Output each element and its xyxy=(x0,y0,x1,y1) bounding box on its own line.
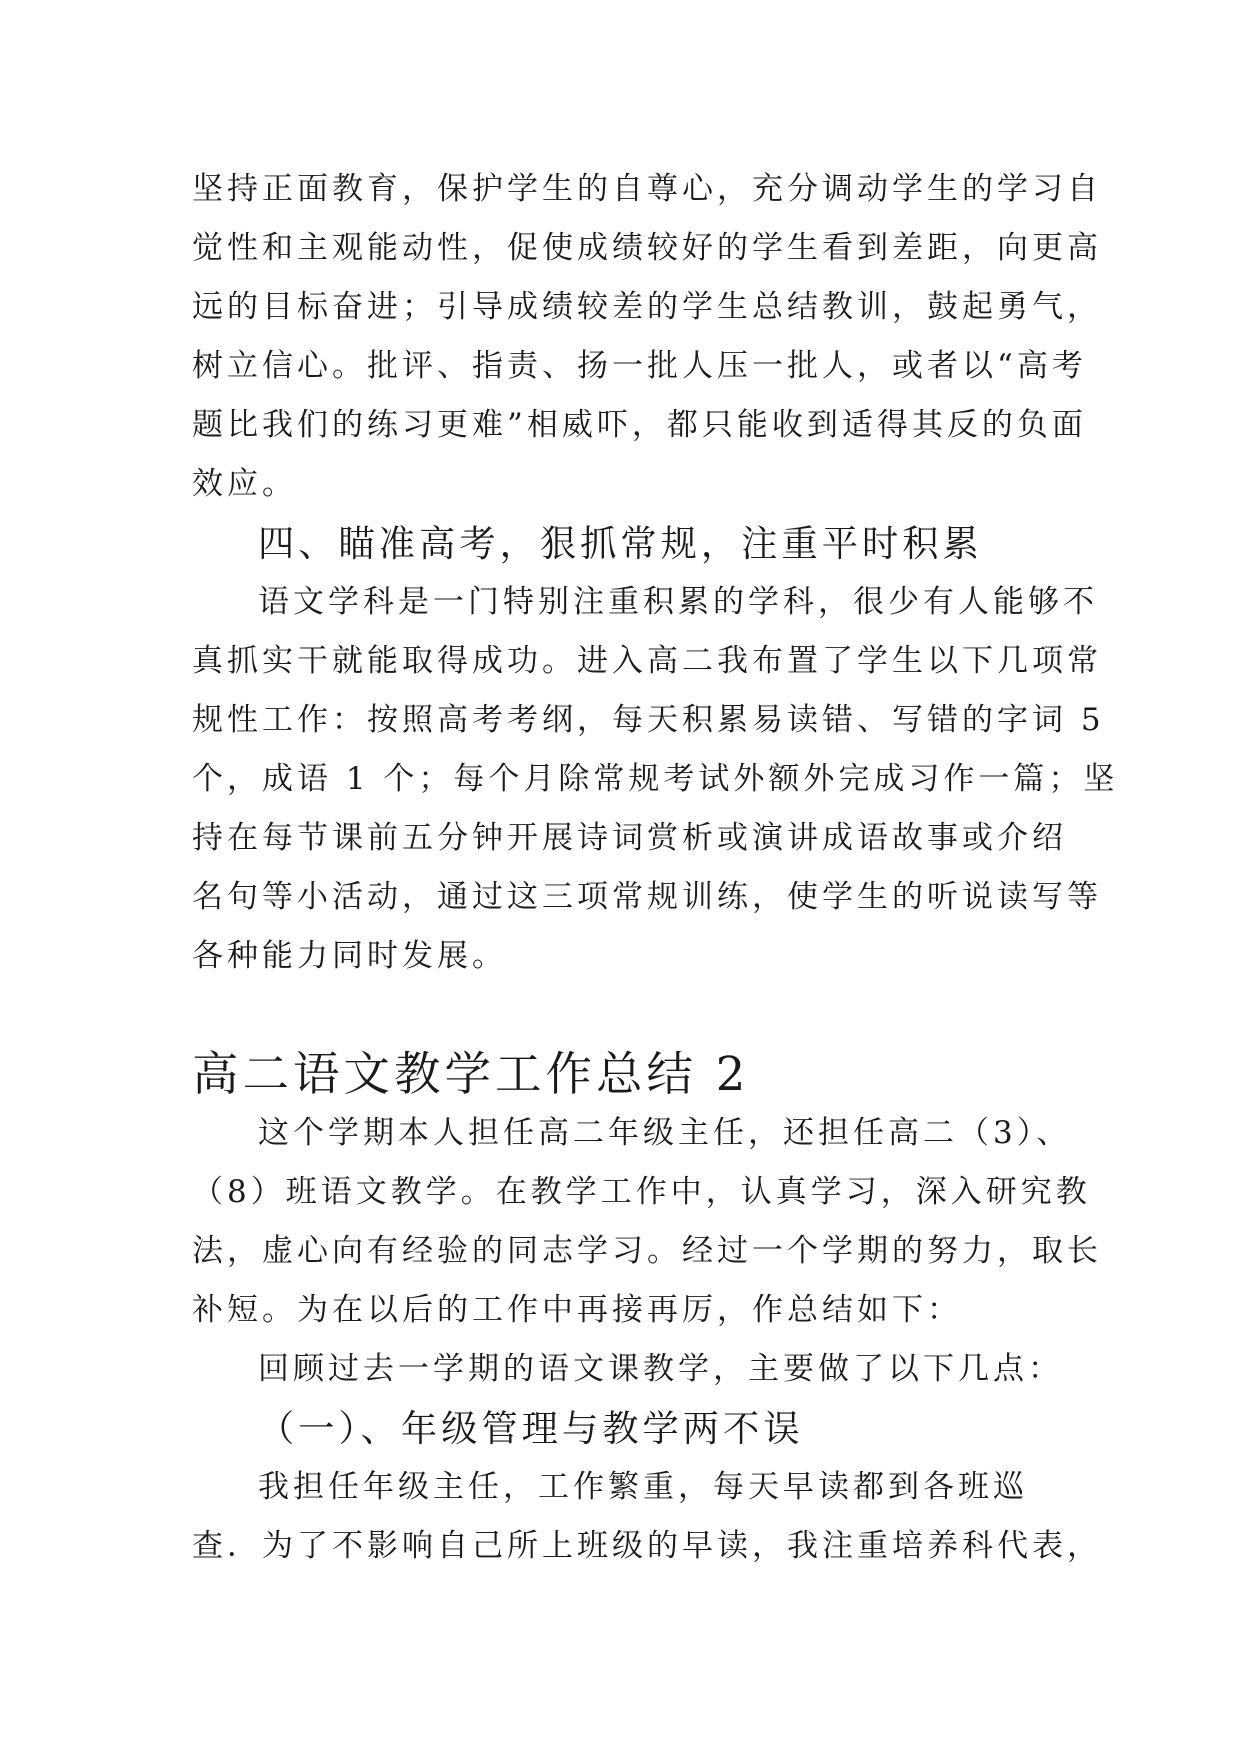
paragraph-accumulation xyxy=(192,573,1119,986)
text-line: 坚持正面教育，保护学生的自尊心，充分调动学生的学习自 xyxy=(192,171,1102,207)
section-spacer xyxy=(192,986,1062,1045)
text-line: 真抓实干就能取得成功。进入高二我布置了学生以下几项常 xyxy=(192,643,1102,679)
text-line: 树立信心。批评、指责、扬一批人压一批人，或者以“高考 xyxy=(192,348,1087,384)
heading-section-four: 四、瞄准高考，狠抓常规，注重平时积累 xyxy=(258,522,983,565)
heading-item-one: （一）、年级管理与教学两不误 xyxy=(258,1407,804,1450)
text-line: 补短。为在以后的工作中再接再厉，作总结如下： xyxy=(192,1292,962,1328)
text-line: （8）班语文教学。在教学工作中，认真学习，深入研究教 xyxy=(192,1174,1091,1210)
text-line: 持在每节课前五分钟开展诗词赏析或演讲成语故事或介绍 xyxy=(192,820,1067,856)
text-line: 远的目标奋进；引导成绩较差的学生总结教训，鼓起勇气， xyxy=(192,289,1102,325)
text-line: 名句等小活动，通过这三项常规训练，使学生的听说读写等 xyxy=(192,879,1102,915)
text-line: 各种能力同时发展。 xyxy=(192,938,507,974)
text-line: 题比我们的练习更难”相威吓，都只能收到适得其反的负面 xyxy=(192,407,1087,443)
text-line: 语文学科是一门特别注重积累的学科，很少有人能够不 xyxy=(258,584,1098,620)
section-title: 高二语文教学工作总结 2 xyxy=(192,1047,750,1101)
paragraph-management xyxy=(192,1458,1102,1576)
text-line: 个，成语 1 个；每个月除常规考试外额外完成习作一篇；坚 xyxy=(192,761,1119,797)
paragraph-positive-education xyxy=(192,160,1102,514)
text-line: 我担任年级主任，工作繁重，每天早读都到各班巡 xyxy=(258,1469,1028,1505)
text-line: 觉性和主观能动性，促使成绩较好的学生看到差距，向更高 xyxy=(192,230,1102,266)
text-line: 规性工作：按照高考考纲，每天积累易读错、写错的字词 5 xyxy=(192,702,1105,738)
paragraph-review: 回顾过去一学期的语文课教学，主要做了以下几点： xyxy=(258,1351,1063,1387)
text-line: 效应。 xyxy=(192,466,297,502)
text-line: 查．为了不影响自己所上班级的早读，我注重培养科代表， xyxy=(192,1528,1102,1564)
text-line: 法，虚心向有经验的同志学习。经过一个学期的努力，取长 xyxy=(192,1233,1102,1269)
text-line: 这个学期本人担任高二年级主任，还担任高二（3）、 xyxy=(258,1115,1072,1151)
paragraph-intro xyxy=(192,1104,1102,1340)
document-body xyxy=(192,160,1119,1576)
